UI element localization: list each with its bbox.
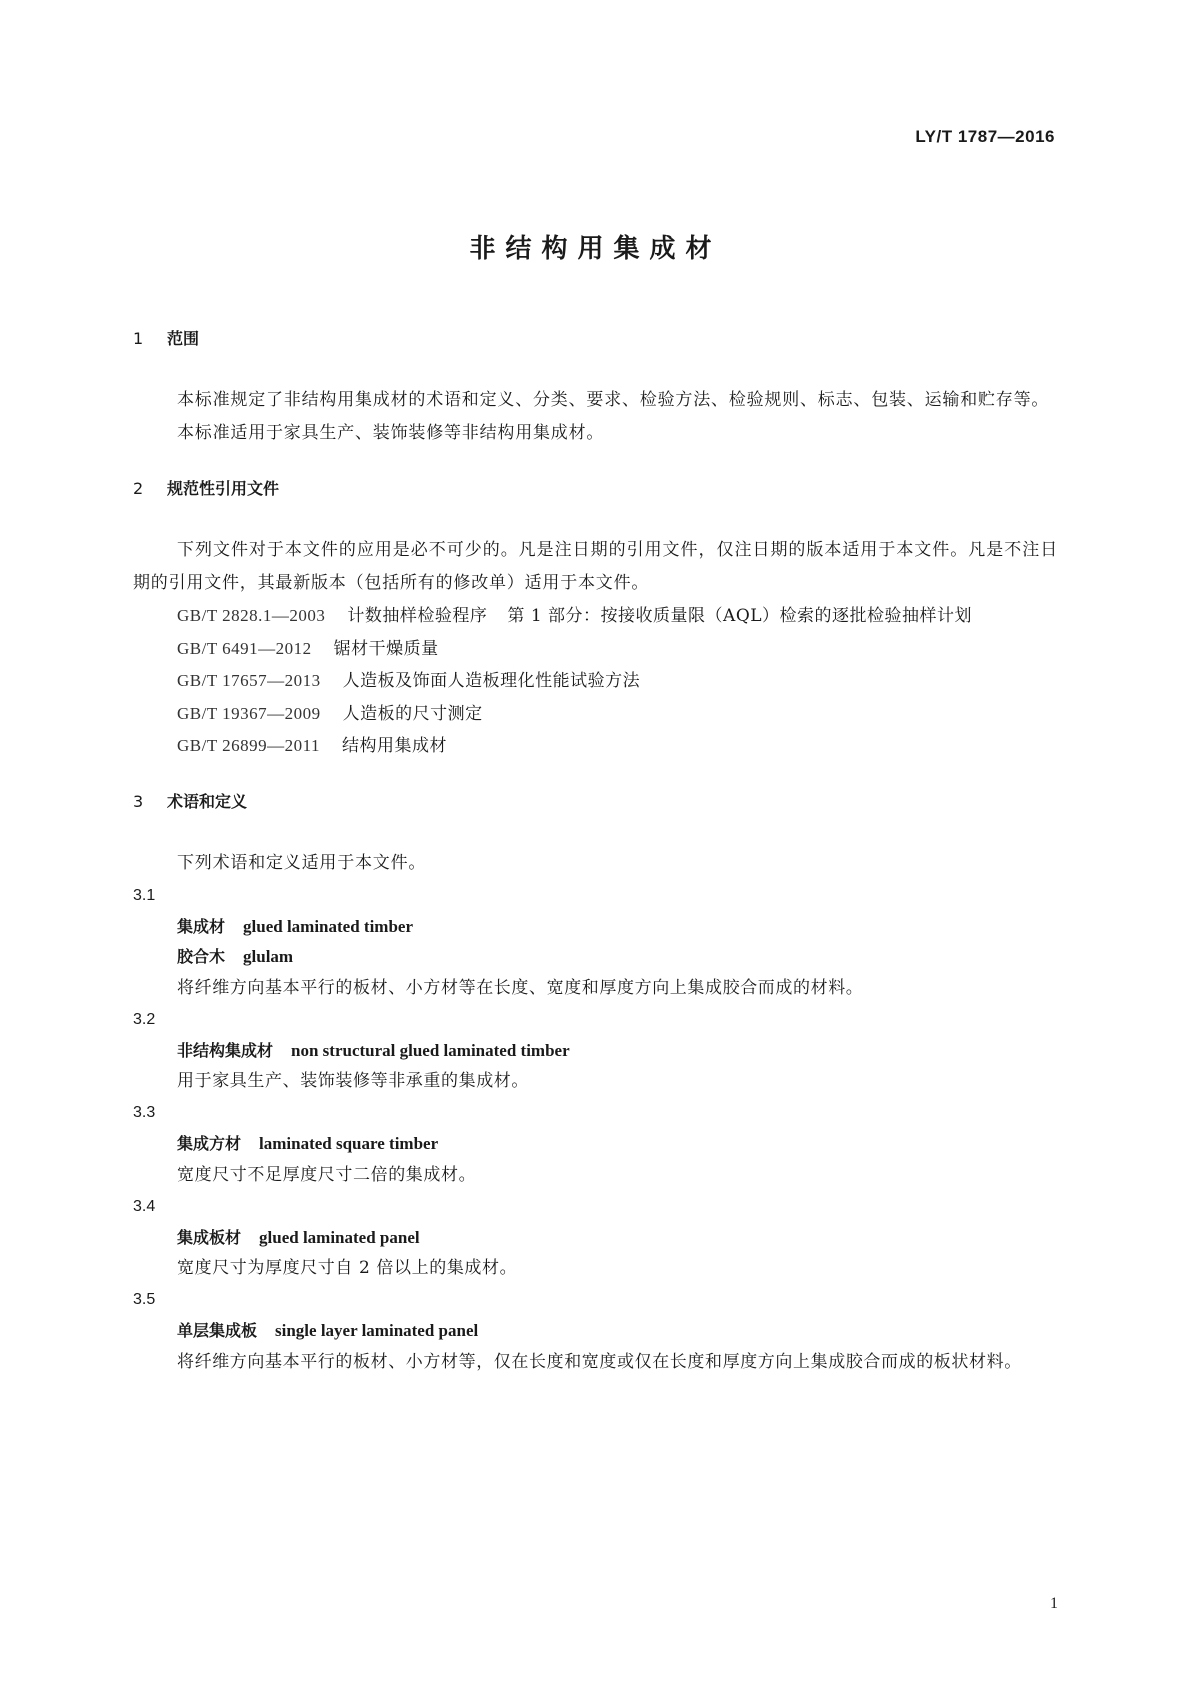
section-title: 范围: [167, 329, 200, 348]
term-en: glued laminated panel: [259, 1227, 420, 1247]
reference-code: GB/T 26899—2011: [177, 736, 321, 755]
scope-paragraph-2: 本标准适用于家具生产、装饰装修等非结构用集成材。: [177, 423, 605, 443]
page-number: 1: [1050, 1595, 1058, 1612]
section-number: 3: [133, 791, 144, 811]
section-heading-normative-references: [133, 478, 1058, 500]
reference-title: 人造板及饰面人造板理化性能试验方法: [342, 671, 641, 691]
term-en: laminated square timber: [259, 1134, 439, 1153]
reference-code: GB/T 2828.1—2003: [177, 606, 326, 625]
section-title: 规范性引用文件: [167, 479, 280, 498]
standard-code: LY/T 1787—2016: [915, 127, 1055, 146]
term-entry: [133, 1316, 1058, 1347]
term-definition: 宽度尺寸为厚度尺寸自 2 倍以上的集成材。: [177, 1258, 518, 1278]
term-zh: 集成材: [177, 916, 226, 936]
scope-paragraph-1: 本标准规定了非结构用集成材的术语和定义、分类、要求、检验方法、检验规则、标志、包装、运输和贮存等。: [177, 390, 1050, 410]
reference-title: 计数抽样检验程序: [347, 606, 488, 626]
term-zh: 单层集成板: [177, 1321, 258, 1340]
section-heading-terms-definitions: [133, 791, 1058, 813]
term-alias-en: glulam: [243, 947, 294, 966]
term-definition: 宽度尺寸不足厚度尺寸二倍的集成材。: [177, 1164, 477, 1185]
term-number: 3.1: [133, 886, 156, 904]
term-entry: [133, 1036, 1058, 1067]
reference-item: [133, 665, 1058, 698]
term-alias: [133, 942, 1058, 973]
term-definition: 用于家具生产、装饰装修等非承重的集成材。: [177, 1071, 529, 1091]
references-intro: 下列文件对于本文件的应用是必不可少的。凡是注日期的引用文件，仅注日期的版本适用于本文件。凡是不注日期的引用文件，其最新版本（包括所有的修改单）适用于本文件。: [133, 540, 1058, 593]
term-zh: 集成板材: [177, 1227, 242, 1247]
term-number: 3.3: [133, 1104, 156, 1121]
term-alias-zh: 胶合木: [177, 947, 226, 966]
term-entry: [133, 1223, 1058, 1254]
reference-code: GB/T 6491—2012: [177, 638, 312, 658]
term-zh: 非结构集成材: [177, 1040, 274, 1060]
document-title: 非结构用集成材: [469, 234, 722, 264]
reference-item: [133, 698, 1058, 731]
term-definition: 将纤维方向基本平行的板材、小方材等，仅在长度和宽度或仅在长度和厚度方向上集成胶合而成的板状材料。: [177, 1351, 1022, 1372]
term-definition: 将纤维方向基本平行的板材、小方材等在长度、宽度和厚度方向上集成胶合而成的材料。: [177, 977, 864, 998]
reference-title: 人造板的尺寸测定: [342, 703, 483, 724]
term-number: 3.2: [133, 1010, 156, 1028]
term-entry: [133, 1129, 1058, 1160]
term-number: 3.4: [133, 1197, 156, 1215]
term-en: non structural glued laminated timber: [291, 1040, 570, 1060]
term-number: 3.5: [133, 1291, 156, 1308]
reference-part: 第 1 部分：按接收质量限（AQL）检索的逐批检验抽样计划: [507, 606, 973, 626]
reference-title: 结构用集成材: [342, 736, 448, 756]
reference-item: [133, 633, 1058, 666]
section-number: 1: [133, 329, 144, 348]
terms-intro: 下列术语和定义适用于本文件。: [177, 852, 427, 873]
section-number: 2: [133, 479, 144, 498]
reference-title: 锯材干燥质量: [333, 638, 439, 659]
term-zh: 集成方材: [177, 1134, 242, 1153]
section-heading-scope: [133, 328, 1058, 350]
document-body: [133, 328, 1058, 1378]
reference-item: [133, 600, 1058, 633]
reference-code: GB/T 17657—2013: [177, 671, 321, 690]
reference-item: [133, 730, 1058, 763]
term-en: glued laminated timber: [243, 916, 414, 936]
reference-code: GB/T 19367—2009: [177, 703, 321, 723]
section-title: 术语和定义: [167, 791, 248, 811]
term-entry: [133, 912, 1058, 943]
term-en: single layer laminated panel: [275, 1321, 479, 1340]
